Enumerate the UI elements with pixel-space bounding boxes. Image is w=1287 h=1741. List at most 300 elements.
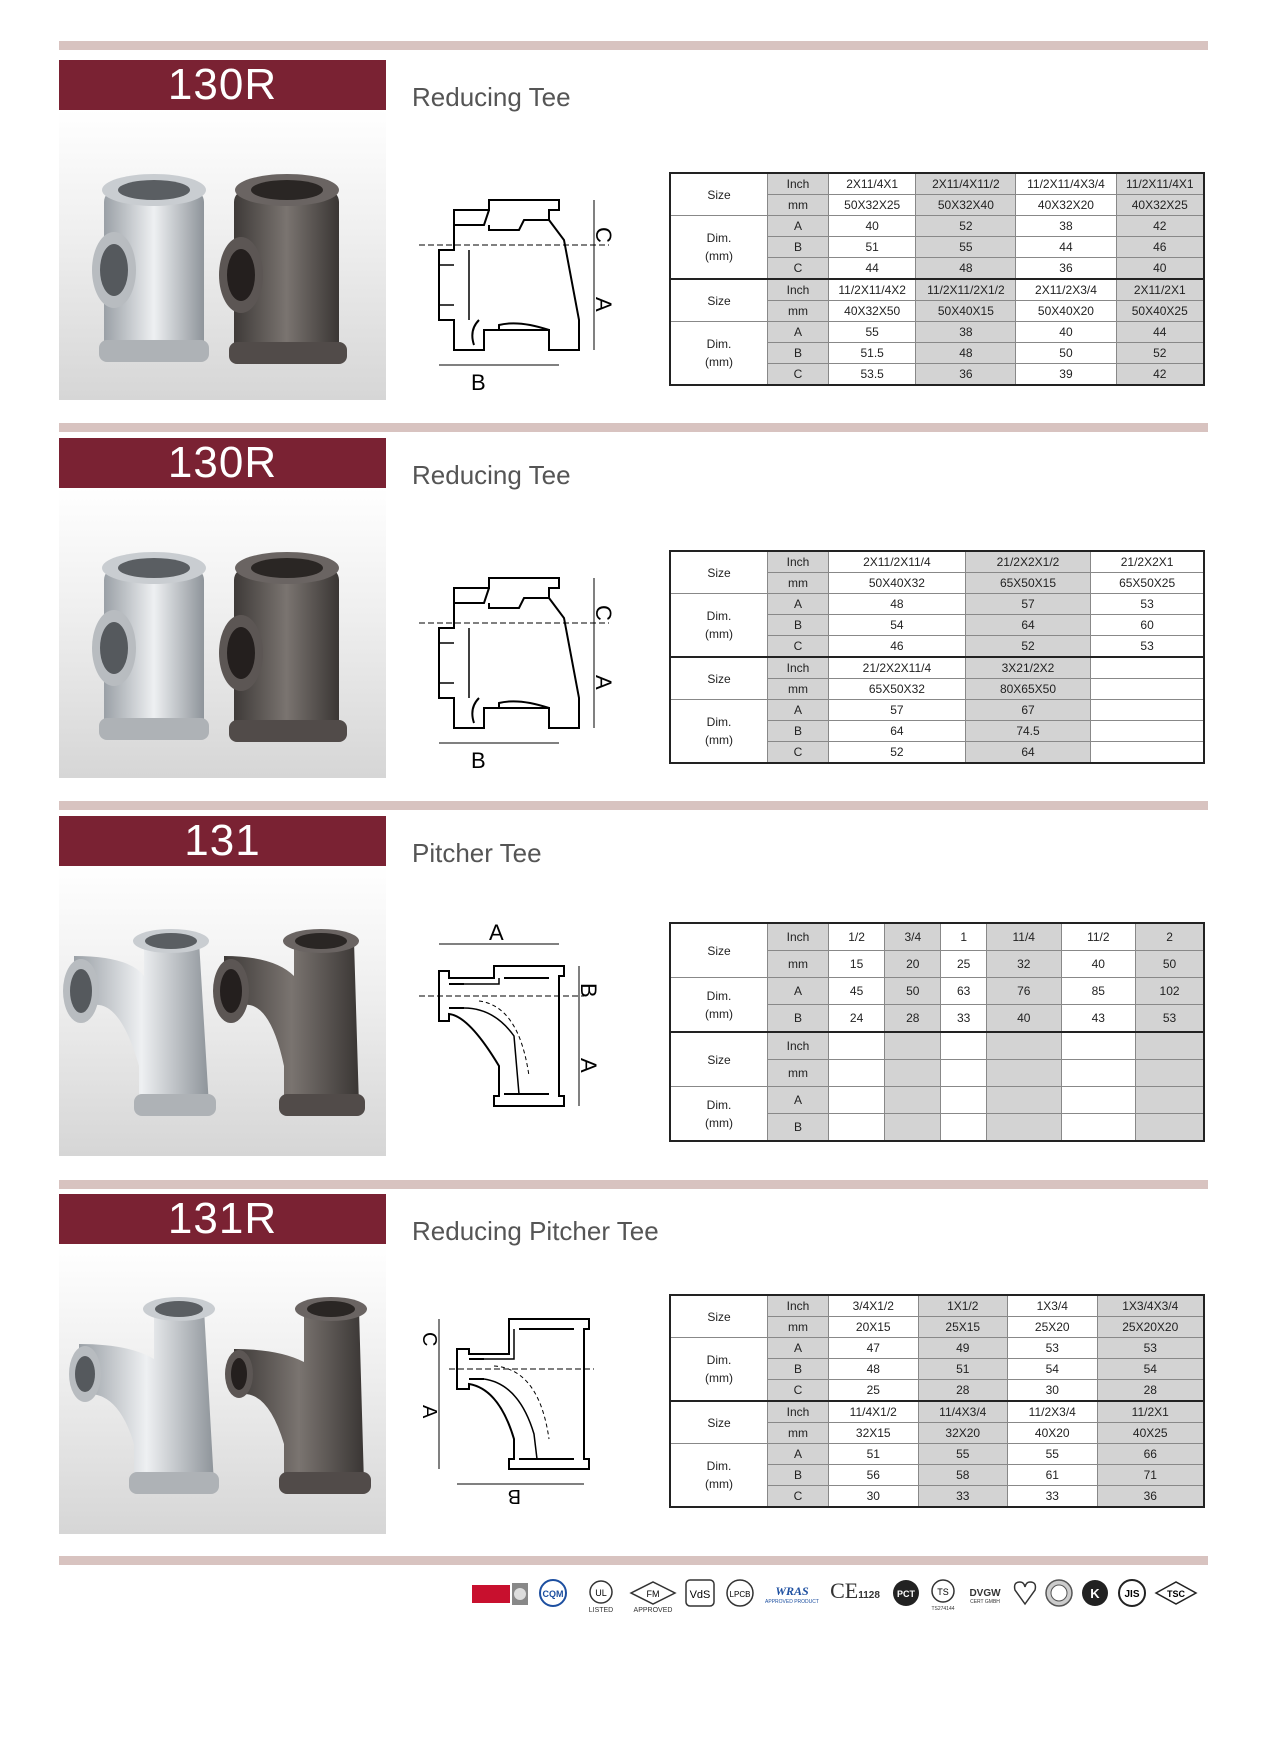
ts-text: TS <box>937 1587 949 1597</box>
table-cell: 48 <box>916 343 1016 364</box>
first-mark-logo <box>472 1578 530 1624</box>
a-label: A <box>768 978 829 1005</box>
inch-label: Inch <box>768 923 829 951</box>
table-cell <box>1091 742 1204 764</box>
table-cell: 36 <box>1016 258 1116 280</box>
table-cell: 40 <box>986 1005 1061 1033</box>
a-label: A <box>768 322 829 343</box>
table-cell: 40 <box>829 216 916 237</box>
table-cell: 1 <box>941 923 987 951</box>
table-cell <box>1061 1087 1136 1114</box>
table-cell: 53 <box>1091 594 1204 615</box>
wras-logo <box>764 1578 820 1624</box>
ce-text: CE <box>830 1578 859 1603</box>
table-cell: 50 <box>885 978 941 1005</box>
table-cell <box>885 1032 941 1060</box>
table-cell: 11/2X11/2X1/2 <box>916 279 1016 301</box>
dim-label-b: B <box>507 1485 521 1507</box>
table-cell: 30 <box>1008 1380 1098 1402</box>
dim-label <box>670 700 768 764</box>
fm-sub: APPROVED <box>633 1607 673 1614</box>
table-cell: 11/4 <box>986 923 1061 951</box>
c-label: C <box>768 636 829 658</box>
pct-logo <box>890 1578 922 1624</box>
table-cell: 50X32X25 <box>829 195 916 216</box>
table-cell: 51 <box>829 1444 919 1465</box>
a-label: A <box>768 594 829 615</box>
a-label: A <box>768 216 829 237</box>
mm-label: mm <box>768 1060 829 1087</box>
table-cell: 46 <box>1116 237 1204 258</box>
table-cell: 53 <box>1136 1005 1204 1033</box>
dim-unit: (mm) <box>705 1115 733 1130</box>
vds-text: VdS <box>689 1589 711 1601</box>
table-cell: 40X25 <box>1097 1423 1204 1444</box>
dim-label <box>670 1087 768 1142</box>
dim-text: Dim. <box>706 1353 732 1367</box>
table-cell: 11/2X11/4X3/4 <box>1016 173 1116 195</box>
table-cell: 52 <box>916 216 1016 237</box>
fm-approved-logo <box>628 1578 678 1624</box>
table-cell: 20X15 <box>829 1317 919 1338</box>
dim-label-a: A <box>489 920 504 945</box>
table-cell: 33 <box>1008 1486 1098 1508</box>
table-cell: 80X65X50 <box>965 679 1090 700</box>
section-divider <box>59 1556 1208 1565</box>
a-label: A <box>768 1087 829 1114</box>
inch-label: Inch <box>768 279 829 301</box>
dim-label-a: A <box>418 1405 440 1419</box>
table-cell <box>986 1032 1061 1060</box>
dim-unit: (mm) <box>705 627 733 641</box>
reducing-tee-photo <box>59 110 386 400</box>
dim-unit: (mm) <box>705 1006 733 1021</box>
product-title: Reducing Pitcher Tee <box>412 1216 659 1246</box>
table-cell <box>986 1114 1061 1142</box>
wras-sub: APPROVED PRODUCT <box>765 1599 819 1605</box>
table-cell <box>1091 679 1204 700</box>
inch-label: Inch <box>768 1401 829 1423</box>
table-cell <box>1061 1060 1136 1087</box>
table-cell: 11/2X3/4 <box>1008 1401 1098 1423</box>
table-cell: 24 <box>829 1005 885 1033</box>
mm-label: mm <box>768 195 829 216</box>
table-cell: 25 <box>941 951 987 978</box>
mm-label: mm <box>768 573 829 594</box>
table-cell: 66 <box>1097 1444 1204 1465</box>
table-cell: 65X50X32 <box>829 679 966 700</box>
dim-label-b: B <box>471 748 486 773</box>
product-code: 130R <box>59 60 386 110</box>
c-label: C <box>768 364 829 386</box>
table-cell: 2X11/2X11/4 <box>829 551 966 573</box>
table-cell: 20 <box>885 951 941 978</box>
table-cell: 40X20 <box>1008 1423 1098 1444</box>
dim-text: Dim. <box>706 1459 732 1473</box>
table-cell: 50 <box>1136 951 1204 978</box>
vds-logo <box>684 1578 716 1624</box>
b-label: B <box>768 615 829 636</box>
table-cell: 40 <box>1116 258 1204 280</box>
table-cell <box>941 1087 987 1114</box>
ts-sub: TS274144 <box>931 1606 955 1612</box>
table-cell: 30 <box>829 1486 919 1508</box>
c-label: C <box>768 258 829 280</box>
table-cell: 52 <box>965 636 1090 658</box>
tsc-logo <box>1154 1578 1198 1624</box>
product-section-130r <box>59 438 1208 798</box>
wras-text: WRAS <box>775 1584 809 1598</box>
table-cell: 38 <box>1016 216 1116 237</box>
table-cell <box>829 1114 885 1142</box>
table-cell: 54 <box>829 615 966 636</box>
inch-label: Inch <box>768 551 829 573</box>
table-cell: 50X32X40 <box>916 195 1016 216</box>
lpcb-logo <box>722 1578 758 1624</box>
table-cell: 40X32X50 <box>829 301 916 322</box>
product-photo <box>59 110 386 400</box>
product-photo <box>59 866 386 1156</box>
table-cell: 58 <box>918 1465 1008 1486</box>
section-divider <box>59 423 1208 432</box>
table-cell: 11/2X11/4X2 <box>829 279 916 301</box>
table-cell: 50X40X15 <box>916 301 1016 322</box>
mm-label: mm <box>768 1423 829 1444</box>
jis-text: JIS <box>1124 1589 1140 1600</box>
table-cell: 42 <box>1116 364 1204 386</box>
b-label: B <box>768 1465 829 1486</box>
table-cell: 55 <box>918 1444 1008 1465</box>
technical-drawing <box>409 1274 649 1514</box>
table-cell: 28 <box>885 1005 941 1033</box>
table-cell: 60 <box>1091 615 1204 636</box>
table-cell: 48 <box>916 258 1016 280</box>
table-cell <box>885 1060 941 1087</box>
table-cell: 38 <box>916 322 1016 343</box>
table-cell: 51 <box>918 1359 1008 1380</box>
product-photo <box>59 488 386 778</box>
mm-label: mm <box>768 679 829 700</box>
ce-sub: 1128 <box>858 1590 880 1601</box>
dim-label-a: A <box>591 297 616 312</box>
table-cell: 67 <box>965 700 1090 721</box>
reducing-tee-photo <box>59 488 386 778</box>
dim-label <box>670 322 768 386</box>
table-cell: 53.5 <box>829 364 916 386</box>
table-cell <box>1136 1032 1204 1060</box>
table-cell: 53 <box>1091 636 1204 658</box>
size-label: Size <box>670 657 768 700</box>
size-label: Size <box>670 1295 768 1338</box>
table-cell: 32X20 <box>918 1423 1008 1444</box>
dvgw-text: DVGW <box>969 1588 1001 1599</box>
dim-unit: (mm) <box>705 249 733 263</box>
fm-text: FM <box>646 1589 660 1599</box>
section-divider <box>59 801 1208 810</box>
dim-label-c: C <box>418 1332 440 1347</box>
product-code: 131R <box>59 1194 386 1244</box>
dim-text: Dim. <box>706 715 732 729</box>
table-cell <box>941 1114 987 1142</box>
table-cell: 56 <box>829 1465 919 1486</box>
table-cell: 11/2X1 <box>1097 1401 1204 1423</box>
table-cell: 51 <box>829 237 916 258</box>
table-cell: 21/2X2X11/4 <box>829 657 966 679</box>
table-cell: 40 <box>1016 322 1116 343</box>
section-divider <box>59 41 1208 50</box>
a-label: A <box>768 700 829 721</box>
table-cell: 11/2X11/4X1 <box>1116 173 1204 195</box>
dim-text: Dim. <box>706 1097 732 1112</box>
dim-label <box>670 978 768 1033</box>
table-cell: 3/4 <box>885 923 941 951</box>
table-cell: 65X50X15 <box>965 573 1090 594</box>
table-cell: 1X3/4 <box>1008 1295 1098 1317</box>
product-photo <box>59 1244 386 1534</box>
table-cell <box>986 1087 1061 1114</box>
table-cell: 61 <box>1008 1465 1098 1486</box>
dim-text: Dim. <box>706 337 732 351</box>
table-cell: 55 <box>916 237 1016 258</box>
cqm-text: CQM <box>542 1589 564 1599</box>
certification-logos <box>472 1578 1212 1624</box>
table-cell: 25X20X20 <box>1097 1317 1204 1338</box>
round-seal-icon <box>1044 1578 1074 1624</box>
table-cell: 54 <box>1008 1359 1098 1380</box>
table-cell: 46 <box>829 636 966 658</box>
table-cell: 21/2X2X1 <box>1091 551 1204 573</box>
spec-table <box>669 1294 1205 1508</box>
tsc-text: TSC <box>1167 1589 1185 1599</box>
inch-label: Inch <box>768 657 829 679</box>
table-cell: 36 <box>1097 1486 1204 1508</box>
product-title: Reducing Tee <box>412 460 571 490</box>
table-cell <box>829 1060 885 1087</box>
dim-unit: (mm) <box>705 1477 733 1491</box>
table-cell: 55 <box>829 322 916 343</box>
size-label: Size <box>670 1401 768 1444</box>
ce-logo <box>826 1578 884 1624</box>
table-cell: 28 <box>918 1380 1008 1402</box>
b-label: B <box>768 721 829 742</box>
mm-label: mm <box>768 1317 829 1338</box>
cqm-logo <box>536 1578 570 1624</box>
dvgw-logo <box>964 1578 1006 1624</box>
table-cell <box>1091 657 1204 679</box>
table-cell: 53 <box>1008 1338 1098 1359</box>
table-cell: 2X11/4X11/2 <box>916 173 1016 195</box>
reducing-pitcher-tee-photo <box>59 1244 386 1534</box>
table-cell: 1X3/4X3/4 <box>1097 1295 1204 1317</box>
technical-drawing <box>409 140 649 395</box>
table-cell: 42 <box>1116 216 1204 237</box>
dim-label-a2: A <box>576 1058 601 1073</box>
table-cell: 32 <box>986 951 1061 978</box>
jis-logo <box>1116 1578 1148 1624</box>
dim-label <box>670 594 768 658</box>
product-section-130r <box>59 60 1208 420</box>
table-cell: 33 <box>941 1005 987 1033</box>
table-cell: 2X11/2X3/4 <box>1016 279 1116 301</box>
table-cell: 21/2X2X1/2 <box>965 551 1090 573</box>
c-label: C <box>768 1486 829 1508</box>
b-label: B <box>768 343 829 364</box>
table-cell: 11/4X3/4 <box>918 1401 1008 1423</box>
b-label: B <box>768 237 829 258</box>
table-cell: 65X50X25 <box>1091 573 1204 594</box>
product-code: 130R <box>59 438 386 488</box>
c-label: C <box>768 742 829 764</box>
table-cell: 64 <box>965 615 1090 636</box>
table-cell: 50X40X25 <box>1116 301 1204 322</box>
table-cell: 33 <box>918 1486 1008 1508</box>
dim-label-a: A <box>591 675 616 690</box>
table-cell: 50X40X20 <box>1016 301 1116 322</box>
dim-unit: (mm) <box>705 733 733 747</box>
dim-unit: (mm) <box>705 1371 733 1385</box>
a-label: A <box>768 1338 829 1359</box>
table-cell: 85 <box>1061 978 1136 1005</box>
table-cell: 45 <box>829 978 885 1005</box>
mm-label: mm <box>768 301 829 322</box>
ts-logo <box>928 1578 958 1624</box>
table-cell: 74.5 <box>965 721 1090 742</box>
table-cell: 50 <box>1016 343 1116 364</box>
table-cell: 102 <box>1136 978 1204 1005</box>
table-cell: 64 <box>965 742 1090 764</box>
spec-table <box>669 172 1205 386</box>
pitcher-tee-photo <box>59 866 386 1156</box>
dim-unit: (mm) <box>705 355 733 369</box>
size-label: Size <box>670 1032 768 1087</box>
lpcb-text: LPCB <box>729 1590 751 1599</box>
table-cell <box>885 1114 941 1142</box>
dim-label-c: C <box>591 605 616 621</box>
ul-text: UL <box>595 1588 607 1598</box>
section-divider <box>59 1180 1208 1189</box>
inch-label: Inch <box>768 1295 829 1317</box>
dim-text: Dim. <box>706 231 732 245</box>
dvgw-sub: CERT GMBH <box>970 1599 1000 1605</box>
table-cell <box>986 1060 1061 1087</box>
table-cell: 57 <box>965 594 1090 615</box>
table-cell: 40 <box>1061 951 1136 978</box>
table-cell: 32X15 <box>829 1423 919 1444</box>
technical-drawing <box>409 896 649 1136</box>
kc-text: K <box>1090 1586 1100 1601</box>
dim-label-c: C <box>591 227 616 243</box>
size-label: Size <box>670 923 768 978</box>
table-cell <box>941 1060 987 1087</box>
table-cell: 40X32X25 <box>1116 195 1204 216</box>
spec-table <box>669 550 1205 764</box>
table-cell: 25X20 <box>1008 1317 1098 1338</box>
product-section-131 <box>59 816 1208 1176</box>
table-cell: 2 <box>1136 923 1204 951</box>
table-cell: 57 <box>829 700 966 721</box>
b-label: B <box>768 1005 829 1033</box>
a-label: A <box>768 1444 829 1465</box>
table-cell: 11/2 <box>1061 923 1136 951</box>
table-cell: 28 <box>1097 1380 1204 1402</box>
size-label: Size <box>670 279 768 322</box>
technical-drawing <box>409 518 649 773</box>
ul-sub: LISTED <box>588 1607 614 1614</box>
table-cell: 48 <box>829 594 966 615</box>
inch-label: Inch <box>768 173 829 195</box>
mm-label: mm <box>768 951 829 978</box>
table-cell: 64 <box>829 721 966 742</box>
table-cell: 55 <box>1008 1444 1098 1465</box>
table-cell <box>885 1087 941 1114</box>
table-cell: 48 <box>829 1359 919 1380</box>
inch-label: Inch <box>768 1032 829 1060</box>
dim-label-b: B <box>471 370 486 395</box>
table-cell: 25 <box>829 1380 919 1402</box>
table-cell: 63 <box>941 978 987 1005</box>
ul-listed-logo <box>578 1578 624 1624</box>
table-cell: 44 <box>829 258 916 280</box>
table-cell <box>941 1032 987 1060</box>
table-cell: 47 <box>829 1338 919 1359</box>
table-cell <box>1091 700 1204 721</box>
table-cell: 50X40X32 <box>829 573 966 594</box>
b-label: B <box>768 1359 829 1380</box>
table-cell <box>829 1087 885 1114</box>
table-cell <box>829 1032 885 1060</box>
table-cell: 43 <box>1061 1005 1136 1033</box>
table-cell: 54 <box>1097 1359 1204 1380</box>
table-cell: 25X15 <box>918 1317 1008 1338</box>
dim-label <box>670 216 768 280</box>
table-cell: 71 <box>1097 1465 1204 1486</box>
dim-text: Dim. <box>706 988 732 1003</box>
table-cell: 1/2 <box>829 923 885 951</box>
size-label: Size <box>670 173 768 216</box>
table-cell: 39 <box>1016 364 1116 386</box>
dim-label <box>670 1338 768 1402</box>
c-label: C <box>768 1380 829 1402</box>
table-cell: 36 <box>916 364 1016 386</box>
product-title: Pitcher Tee <box>412 838 542 868</box>
table-cell: 53 <box>1097 1338 1204 1359</box>
table-cell: 1X1/2 <box>918 1295 1008 1317</box>
table-cell: 40X32X20 <box>1016 195 1116 216</box>
kc-logo <box>1080 1578 1110 1624</box>
table-cell: 52 <box>829 742 966 764</box>
b-label: B <box>768 1114 829 1142</box>
table-cell <box>1061 1114 1136 1142</box>
table-cell <box>1136 1114 1204 1142</box>
spec-table <box>669 922 1205 1142</box>
product-title: Reducing Tee <box>412 82 571 112</box>
table-cell: 3/4X1/2 <box>829 1295 919 1317</box>
table-cell: 11/4X1/2 <box>829 1401 919 1423</box>
heart-mark-icon <box>1012 1578 1038 1624</box>
table-cell <box>1136 1060 1204 1087</box>
table-cell <box>1061 1032 1136 1060</box>
product-code: 131 <box>59 816 386 866</box>
table-cell: 15 <box>829 951 885 978</box>
table-cell: 44 <box>1116 322 1204 343</box>
table-cell: 52 <box>1116 343 1204 364</box>
table-cell: 51.5 <box>829 343 916 364</box>
dim-text: Dim. <box>706 609 732 623</box>
table-cell <box>1136 1087 1204 1114</box>
table-cell: 2X11/2X1 <box>1116 279 1204 301</box>
table-cell: 2X11/4X1 <box>829 173 916 195</box>
product-section-131r <box>59 1194 1208 1554</box>
